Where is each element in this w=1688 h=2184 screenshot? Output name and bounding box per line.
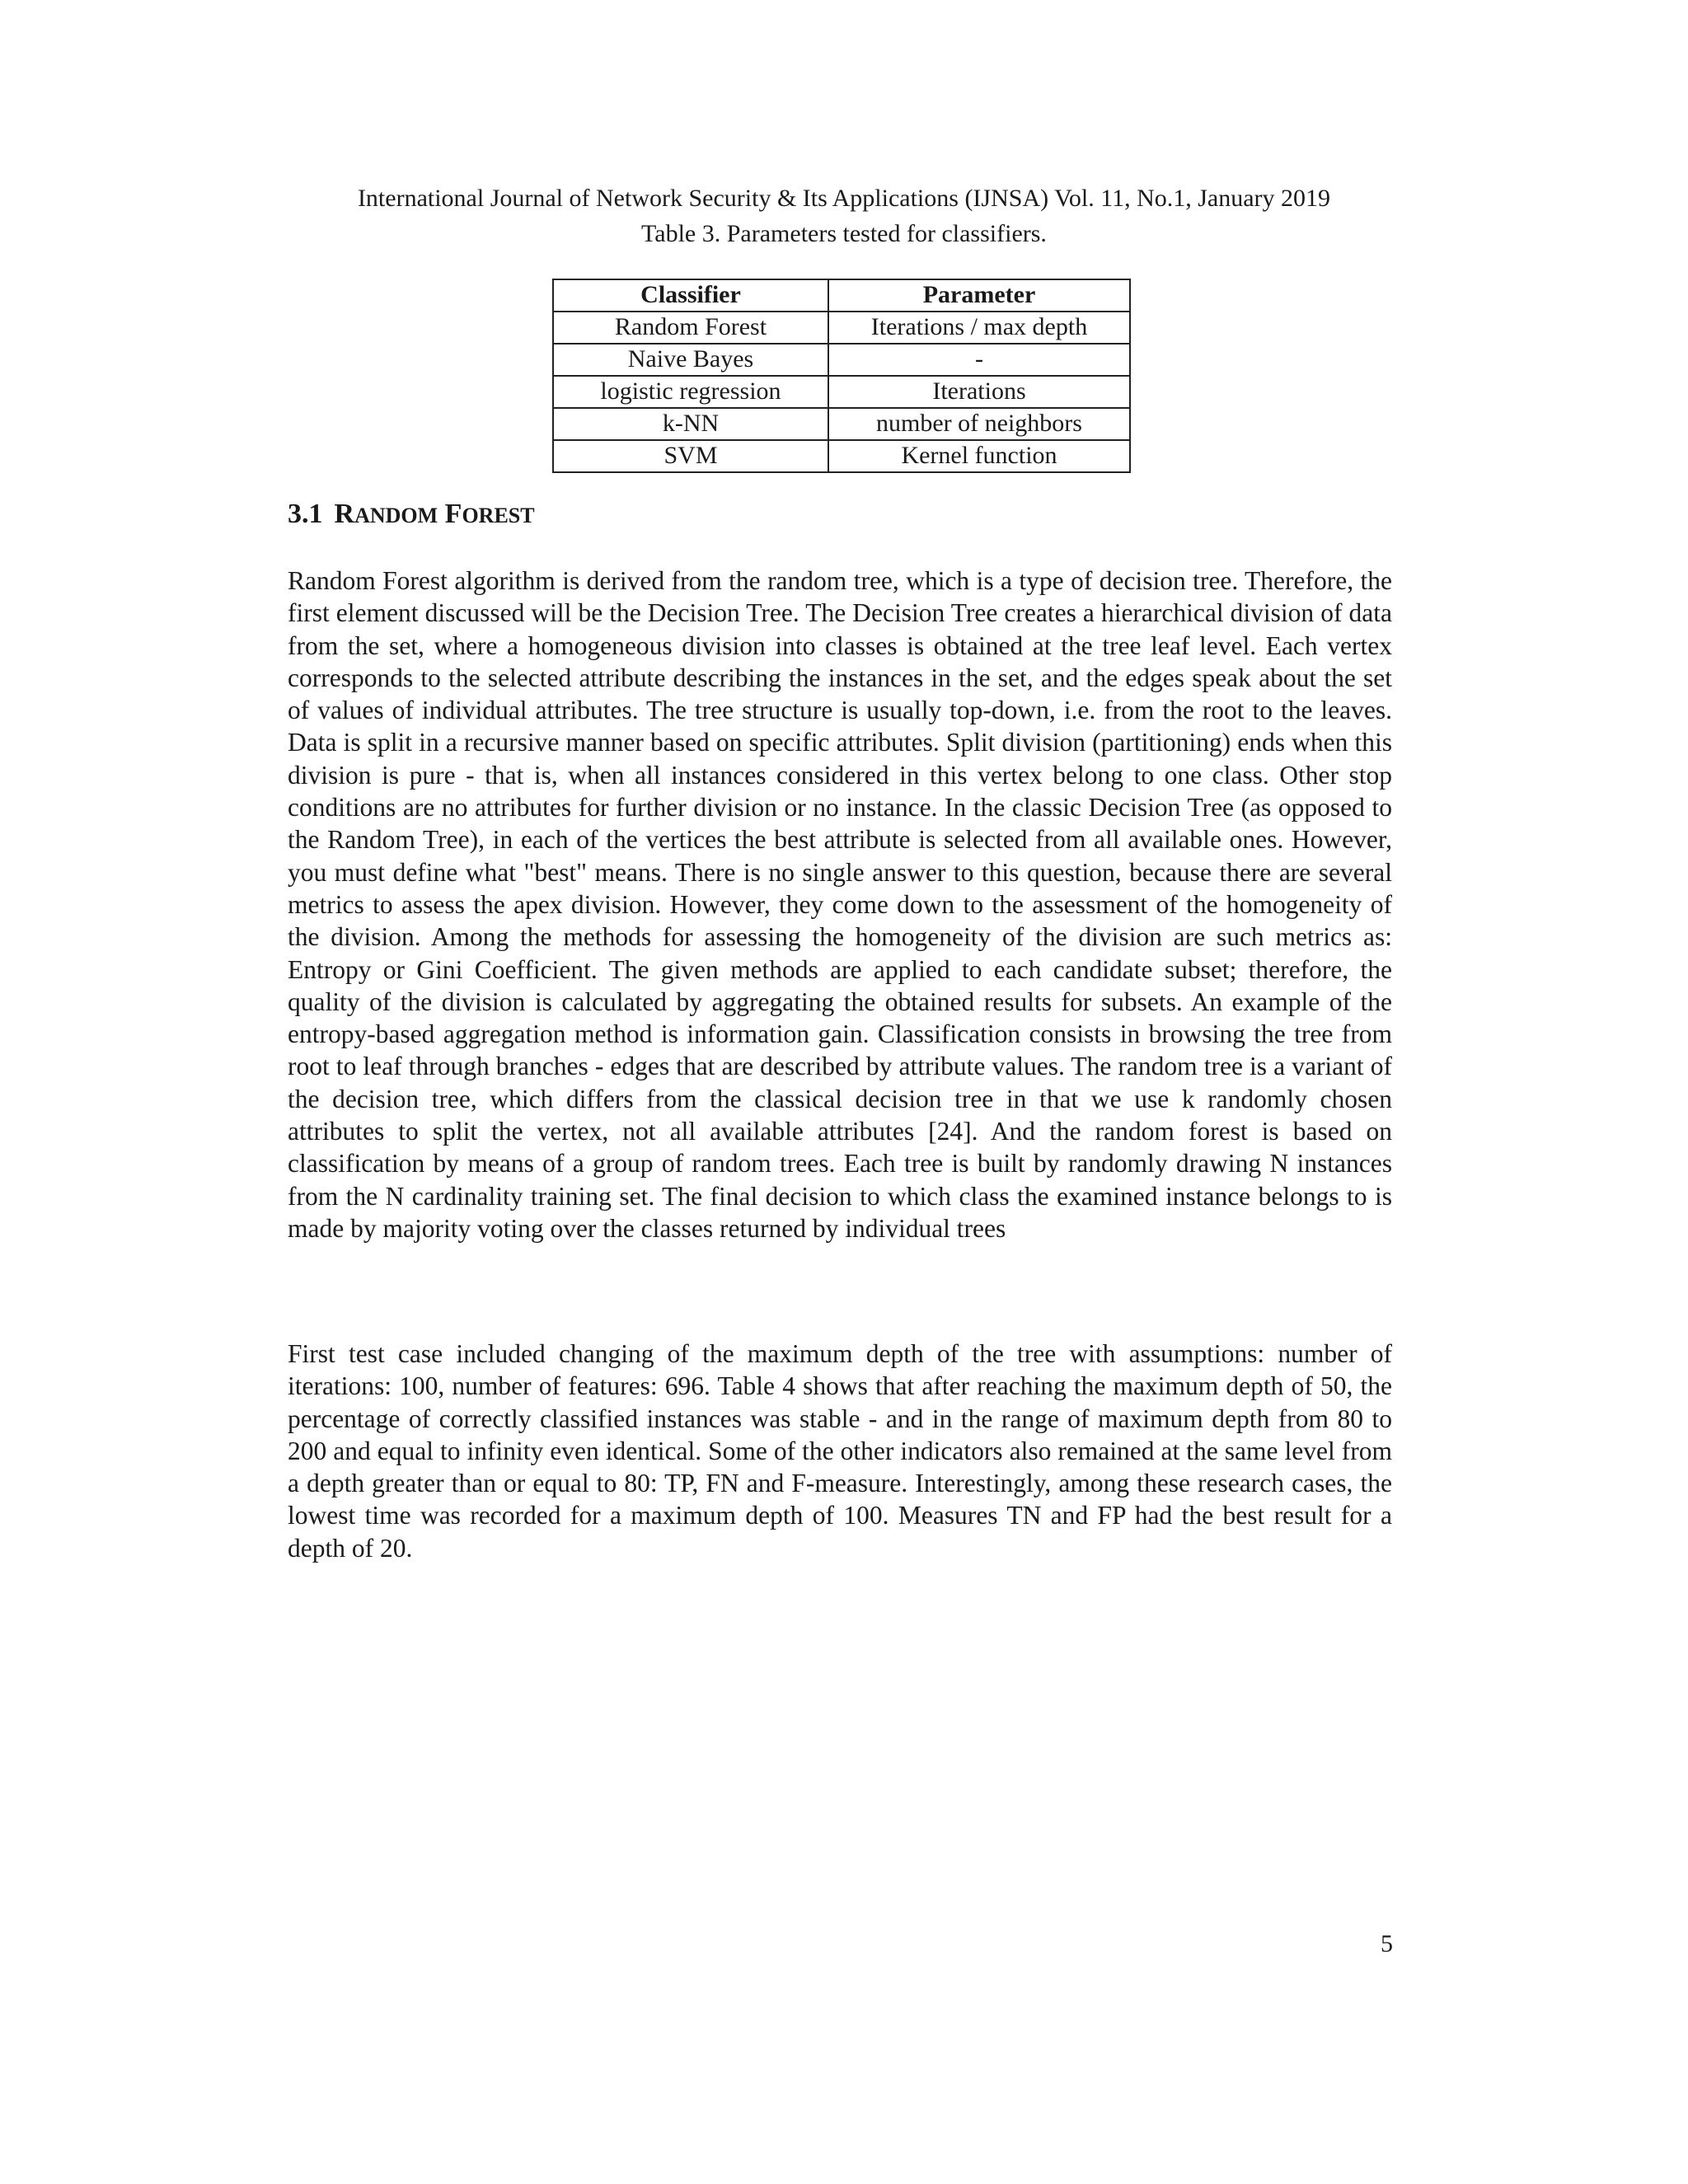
table-cell-parameter: number of neighbors (828, 408, 1130, 440)
table-row (553, 440, 1130, 472)
section-heading (288, 498, 535, 532)
table-cell-classifier: k-NN (553, 408, 828, 440)
page-number: 5 (1381, 1930, 1393, 1957)
table-caption: Table 3. Parameters tested for classifiers. (641, 220, 1047, 247)
table-cell-parameter: - (828, 344, 1130, 376)
table-row (553, 376, 1130, 408)
table-header-row (553, 279, 1130, 312)
table-cell-classifier: SVM (553, 440, 828, 472)
table-row (553, 344, 1130, 376)
table-cell-classifier: Random Forest (553, 312, 828, 344)
section-title-initial: F (444, 499, 462, 529)
section-title-rest: OREST (462, 504, 535, 527)
table-cell-parameter: Iterations / max depth (828, 312, 1130, 344)
table-row (553, 408, 1130, 440)
parameters-table (552, 279, 1131, 473)
column-header-classifier: Classifier (553, 279, 828, 312)
table-cell-classifier: logistic regression (553, 376, 828, 408)
table-row (553, 312, 1130, 344)
section-title-initial: R (334, 499, 355, 529)
column-header-parameter: Parameter (828, 279, 1130, 312)
body-paragraph: First test case included changing of the maximum depth of the tree with assumptions: number of iterations: 100, number of features: 696. Table 4 shows that after reaching the maximum depth of 50, the percentage of correctly classified instances was stable - and in the range of maximum depth from 80 to 200 and equal to infinity even identical. Some of the other indicators also remained at the same level from a depth greater than or equal to 80: TP, FN and F-measure. Interestingly, among these research cases, the lowest time was recorded for a maximum depth of 100. Measures TN and FP had the best result for a depth of 20. (288, 1339, 1392, 1563)
section-number: 3.1 (288, 499, 323, 529)
table-cell-classifier: Naive Bayes (553, 344, 828, 376)
body-paragraph: Random Forest algorithm is derived from the random tree, which is a type of decision tree. Therefore, the first element discussed will be the Decision Tree. The Decision Tree creates a hierarchical division of data from the set, where a homogeneous division into classes is obtained at the tree leaf level. Each vertex corresponds to the selected attribute describing the instances in the set, and the edges speak about the set of values of individual attributes. The tree structure is usually top-down, i.e. from the root to the leaves. Data is split in a recursive manner based on specific attributes. Split division (partitioning) ends when this division is pure - that is, when all instances considered in this vertex belong to one class. Other stop conditions are no attributes for further division or no instance. In the classic Decision Tree (as opposed to the Random Tree), in each of the vertices the best attribute is selected from all available ones. However, you must define what "best" means. There is no single answer to this question, because there are several metrics to assess the apex division. However, they come down to the assessment of the homogeneity of the division. Among the methods for assessing the homogeneity of the division are such metrics as: Entropy or Gini Coefficient. The given methods are applied to each candidate subset; therefore, the quality of the division is calculated by aggregating the obtained results for subsets. An example of the entropy-based aggregation method is information gain. Classification consists in browsing the tree from root to leaf through branches - edges that are described by attribute values. The random tree is a variant of the decision tree, which differs from the classical decision tree in that we use k randomly chosen attributes to split the vertex, not all available attributes [24]. And the random forest is based on classification by means of a group of random trees. Each tree is built by randomly drawing N instances from the N cardinality training set. The final decision to which class the examined instance belongs to is made by majority voting over the classes returned by individual trees (288, 566, 1392, 1243)
running-header: International Journal of Network Security & Its Applications (IJNSA) Vol. 11, No.1, January 2019 (357, 185, 1331, 212)
table-cell-parameter: Kernel function (828, 440, 1130, 472)
table-cell-parameter: Iterations (828, 376, 1130, 408)
section-title-rest: ANDOM (354, 504, 438, 527)
